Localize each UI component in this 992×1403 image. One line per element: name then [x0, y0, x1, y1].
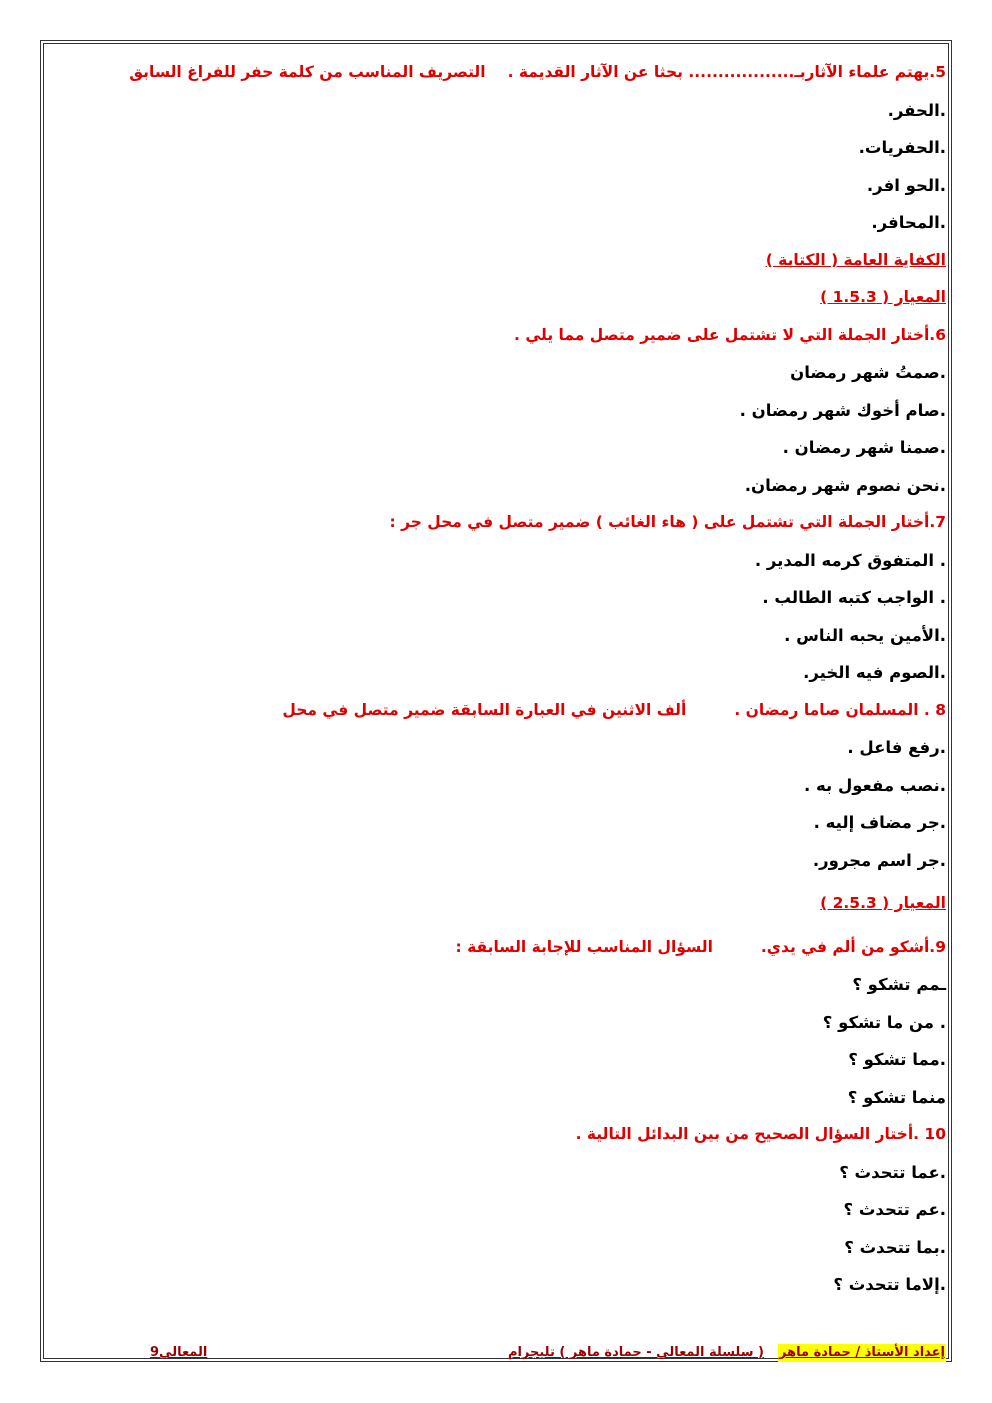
footer-author: إعداد الأستاذ / حمادة ماهر [779, 1345, 945, 1360]
question-7-option-2[interactable]: . الواجب كتبه الطالب . [762, 588, 946, 607]
question-5-option-3[interactable]: .الحو افر. [866, 175, 946, 195]
question-7-option-1[interactable]: . المتفوق كرمه المدير . [754, 550, 946, 570]
question-8-option-1[interactable]: .رفع فاعل . [847, 738, 946, 757]
question-10-option-1[interactable]: .عما تتحدث ؟ [839, 1162, 946, 1182]
question-5-text-b: بحثا عن الآثار القديمة . [507, 63, 689, 81]
question-5-text-a: 5.يهتم علماء الآثار [805, 63, 946, 81]
question-6-option-3[interactable]: .صمنا شهر رمضان . [782, 438, 946, 457]
question-10-option-4[interactable]: .إلاما تتحدث ؟ [833, 1275, 946, 1294]
section-title: الكفاية العامة ( الكتابة ) [765, 250, 946, 269]
question-6: 6.أختار الجملة التي لا تشتمل على ضمير متصل مما يلي . [514, 325, 946, 344]
question-10-option-3[interactable]: .بما تتحدث ؟ [844, 1237, 946, 1257]
question-7-option-4[interactable]: .الصوم فيه الخير. [803, 663, 946, 682]
question-10: 10 .أختار السؤال الصحيح من بين البدائل التالية . [575, 1125, 946, 1143]
question-9-option-4[interactable]: منما تشكو ؟ [847, 1087, 946, 1107]
question-9-sentence: 9.أشكو من ألم في يدي. [760, 937, 946, 956]
question-8-option-2[interactable]: .نصب مفعول به . [804, 775, 946, 795]
question-8-instruction: ألف الاثنين في العبارة السابقة ضمير متصل في محل [282, 700, 687, 719]
question-6-option-1[interactable]: .صمتُ شهر رمضان [790, 363, 946, 382]
question-7: 7.أختار الجملة التي تشتمل على ( هاء الغائب ) ضمير متصل في محل جر : [389, 513, 946, 531]
question-9-option-3[interactable]: .مما تشكو ؟ [848, 1050, 946, 1069]
question-8-option-4[interactable]: .جر اسم مجرور. [812, 850, 946, 870]
question-8-sentence: 8 . المسلمان صاما رمضان . [734, 700, 946, 719]
question-5-instruction: التصريف المناسب من كلمة حفر للفراغ السابق [129, 63, 486, 81]
question-9-instruction: السؤال المناسب للإجابة السابقة : [455, 937, 713, 956]
question-9-option-1[interactable]: ـمم تشكو ؟ [852, 975, 946, 994]
question-9 [126, 929, 946, 967]
question-5 [126, 54, 946, 92]
question-5-blank: بـ.................. [688, 63, 806, 81]
standard-heading-1: المعيار ( 1.5.3 ) [820, 288, 946, 306]
footer-series: ( سلسلة المعالي - حمادة ماهر ) تليجرام [507, 1345, 764, 1360]
question-10-option-2[interactable]: .عم تتحدث ؟ [843, 1200, 946, 1219]
worksheet-content [126, 54, 946, 1304]
question-7-option-3[interactable]: .الأمين يحبه الناس . [784, 625, 946, 645]
question-6-option-4[interactable]: .نحن نصوم شهر رمضان. [744, 475, 946, 495]
question-8-option-3[interactable]: .جر مضاف إليه . [813, 813, 946, 832]
question-9-option-2[interactable]: . من ما تشكو ؟ [822, 1012, 946, 1032]
question-6-option-2[interactable]: .صام أخوك شهر رمضان . [739, 400, 946, 420]
question-5-option-2[interactable]: .الحفريات. [858, 138, 946, 157]
question-5-option-1[interactable]: .الحفر. [887, 100, 946, 120]
question-8 [126, 692, 946, 730]
question-5-option-4[interactable]: .المحافر. [871, 213, 946, 232]
standard-heading-2: المعيار ( 2.5.3 ) [820, 894, 946, 912]
page-footer [150, 1344, 946, 1362]
footer-page-label: المعالي9 [150, 1345, 208, 1360]
